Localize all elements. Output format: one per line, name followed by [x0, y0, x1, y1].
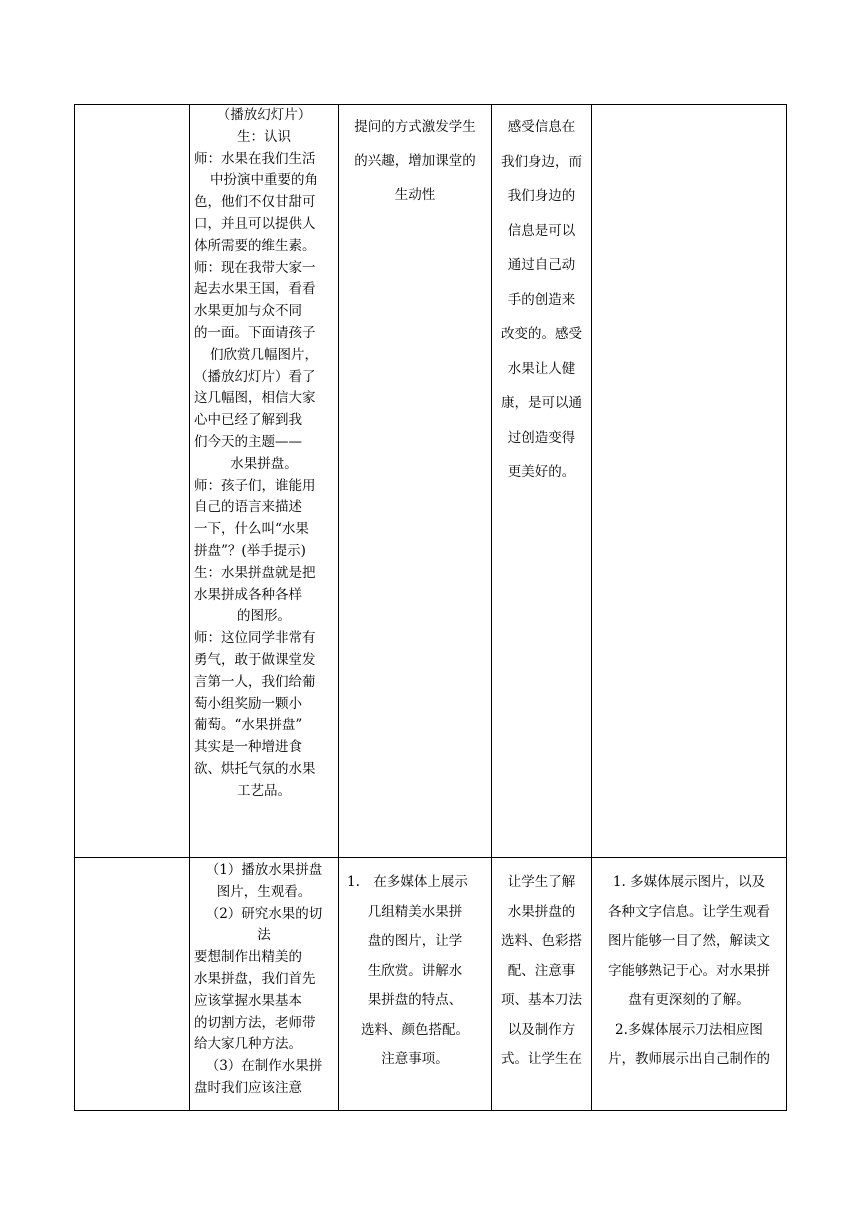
- table-row: [75, 858, 787, 1111]
- teaching-process-cell: [190, 105, 339, 858]
- text-line: 感受信息在: [507, 119, 576, 135]
- text-line: 盘有更深刻的了解。: [628, 992, 750, 1008]
- text-line: 生：水果拼盘就是把: [194, 564, 316, 581]
- text-line: 式。让学生在: [501, 1051, 582, 1067]
- text-line: 工艺品。: [237, 782, 291, 799]
- text-line: 改变的。感受: [501, 326, 582, 342]
- stage-cell: [75, 858, 190, 1111]
- text-line: 其实是一种增进食: [194, 739, 302, 756]
- text-line: 师：这位同学非常有: [194, 630, 316, 647]
- expected-effect-text: [492, 105, 591, 492]
- text-line: 果拼盘的特点、: [367, 992, 463, 1008]
- text-line: 图片能够一目了然，解读文: [608, 933, 770, 949]
- text-line: 们今天的主题——: [194, 433, 302, 450]
- lesson-plan-table: [74, 104, 787, 1111]
- design-intent-text: [339, 858, 491, 1077]
- text-line: 的兴趣，增加课堂的: [354, 153, 476, 169]
- text-line: 体所需要的维生素。: [194, 237, 316, 254]
- text-line: 起去水果王国，看看: [194, 281, 316, 298]
- text-line: 手的创造来: [507, 291, 576, 308]
- text-line: 以及制作方: [507, 1021, 576, 1038]
- text-line: 一下，什么叫“水果: [194, 521, 309, 538]
- teaching-process-text: [190, 858, 338, 1102]
- text-line: 们欣赏几幅图片，: [210, 346, 318, 363]
- text-line: 水果拼盘，我们首先: [194, 970, 316, 987]
- text-line: 片，教师展示出自己制作的: [608, 1051, 770, 1067]
- text-line: 我们身边，而: [501, 153, 582, 170]
- text-line: 我们身边的: [507, 188, 576, 204]
- text-line: 更美好的。: [507, 464, 576, 480]
- text-line: 让学生了解: [507, 874, 576, 890]
- text-line: 生动性: [394, 187, 436, 203]
- text-line: 法: [257, 927, 271, 944]
- text-line: 中扮演中重要的角: [210, 172, 318, 189]
- table-row: [75, 105, 787, 858]
- text-line: 自己的语言来描述: [194, 499, 302, 516]
- media-design-cell: [592, 105, 787, 858]
- teaching-process-cell: [190, 858, 339, 1111]
- text-line: 选料、色彩搭: [501, 933, 582, 949]
- text-line: 给大家几种方法。: [194, 1036, 302, 1053]
- design-intent-cell: [339, 858, 492, 1111]
- text-line: 配、注意事: [507, 962, 576, 979]
- text-line: 色，他们不仅甘甜可: [194, 194, 316, 211]
- text-line: 1. 在多媒体上展示: [347, 874, 468, 890]
- text-line: 项、基本刀法: [501, 992, 582, 1008]
- text-line: 水果拼盘。: [230, 455, 298, 472]
- text-line: 勇气，敢于做课堂发: [194, 651, 316, 668]
- text-line: 2.多媒体展示刀法相应图: [615, 1021, 763, 1038]
- text-line: 师：现在我带大家一: [194, 259, 316, 276]
- text-line: （1）播放水果拼盘: [205, 862, 323, 878]
- text-line: （3）在制作水果拼: [205, 1058, 323, 1075]
- text-line: 水果更加与众不同: [194, 303, 302, 320]
- text-line: 几组精美水果拼: [367, 903, 463, 920]
- text-line: 图片，生观看。: [216, 883, 312, 900]
- text-line: 的一面。下面请孩子: [194, 324, 316, 341]
- expected-effect-cell: [492, 105, 592, 858]
- media-design-text: [592, 858, 786, 1077]
- text-line: 选料、颜色搭配。: [361, 1021, 469, 1038]
- stage-cell: [75, 105, 190, 858]
- text-line: 言第一人，我们给葡: [194, 673, 316, 690]
- text-line: 通过自己动: [507, 257, 576, 273]
- text-line: 应该掌握水果基本: [194, 992, 302, 1009]
- text-line: 水果让人健: [507, 360, 576, 377]
- text-line: 生：认识: [237, 128, 291, 145]
- text-line: 萄小组奖励一颗小: [194, 695, 302, 712]
- text-line: 信息是可以: [507, 222, 576, 239]
- text-line: 这几幅图，相信大家: [194, 390, 316, 407]
- text-line: （播放幻灯片）看了: [194, 368, 316, 385]
- text-line: 注意事项。: [381, 1051, 449, 1067]
- text-line: 要想制作出精美的: [194, 949, 302, 966]
- text-line: 康，是可以通: [501, 395, 582, 411]
- text-line: 拼盘”？(举手提示): [194, 542, 306, 559]
- media-design-cell: [592, 858, 787, 1111]
- text-line: 师：孩子们，谁能用: [194, 477, 316, 494]
- text-line: 生欣赏。讲解水: [367, 962, 463, 979]
- text-line: 葡萄。“水果拼盘”: [194, 717, 303, 734]
- text-line: 的图形。: [237, 608, 291, 625]
- text-line: 过创造变得: [507, 429, 576, 446]
- text-line: 盘的图片，让学: [367, 933, 463, 949]
- text-line: 提问的方式激发学生: [354, 119, 476, 135]
- design-intent-text: [339, 105, 491, 214]
- expected-effect-cell: [492, 858, 592, 1111]
- text-line: 字能够熟记于心。对水果拼: [608, 962, 770, 979]
- text-line: 的切割方法，老师带: [194, 1014, 316, 1031]
- design-intent-cell: [339, 105, 492, 858]
- text-line: （2）研究水果的切: [205, 905, 323, 922]
- text-line: 欲、烘托气氛的水果: [194, 760, 316, 777]
- text-line: 心中已经了解到我: [194, 412, 302, 429]
- text-line: 水果拼成各种各样: [194, 586, 302, 603]
- text-line: （播放幻灯片）: [216, 107, 312, 123]
- text-line: 1. 多媒体展示图片，以及: [612, 874, 766, 890]
- text-line: 口，并且可以提供人: [194, 215, 316, 232]
- teaching-process-text: [190, 105, 338, 805]
- text-line: 各种文字信息。让学生观看: [608, 903, 770, 920]
- text-line: 师：水果在我们生活: [194, 150, 316, 167]
- text-line: 盘时我们应该注意: [194, 1079, 302, 1096]
- expected-effect-text: [492, 858, 591, 1077]
- text-line: 水果拼盘的: [507, 903, 576, 920]
